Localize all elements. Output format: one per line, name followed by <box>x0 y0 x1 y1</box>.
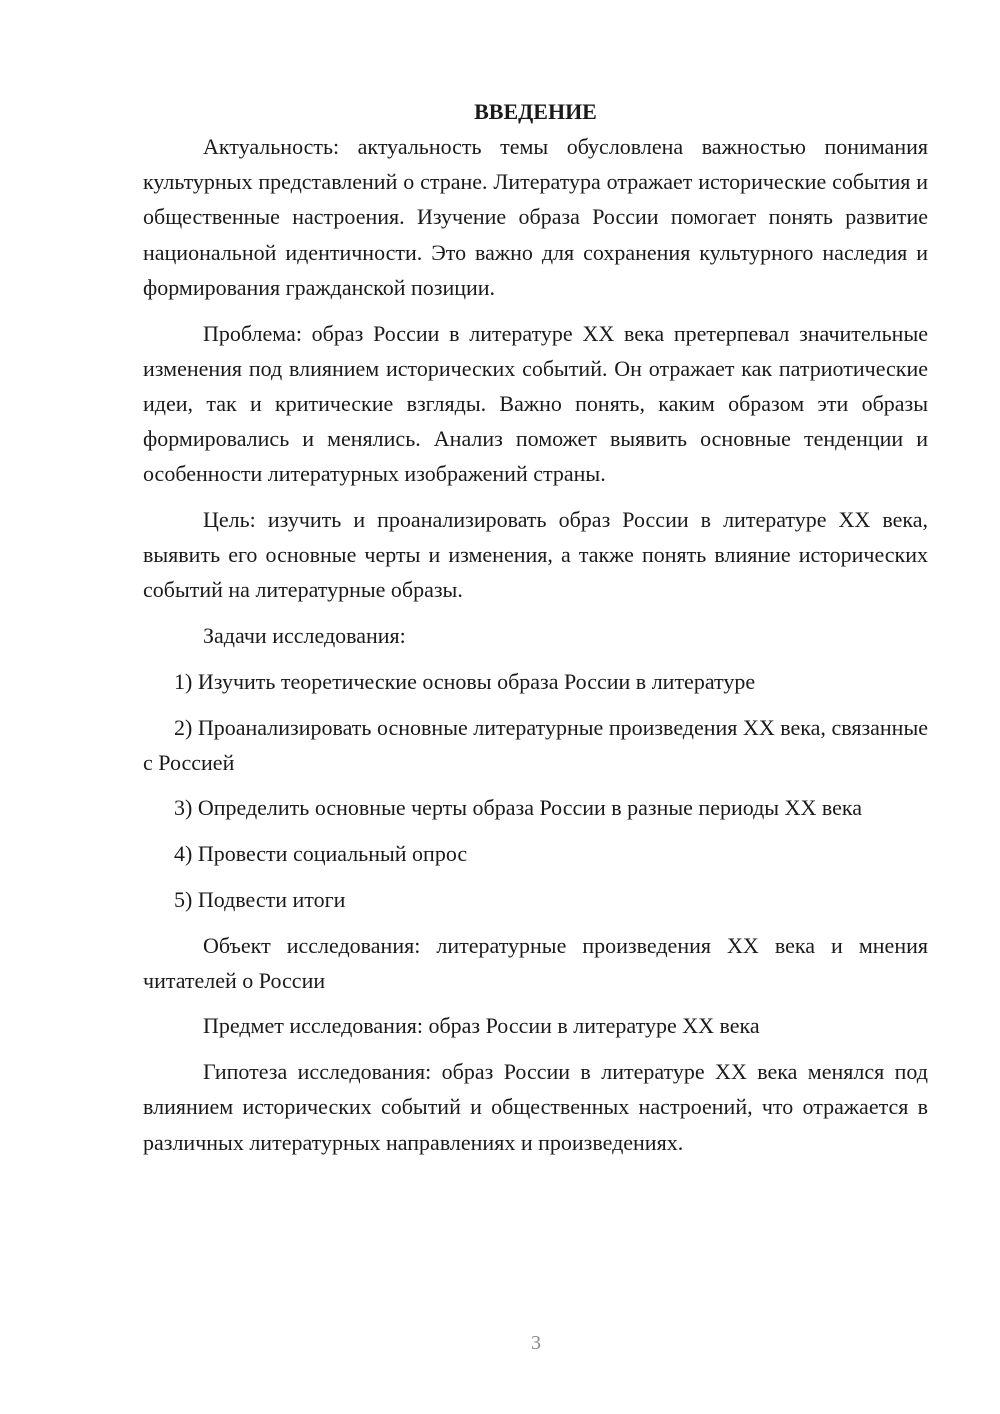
paragraph-object: Объект исследования: литературные произведения XX века и мнения читателей о России <box>143 932 928 993</box>
task-item-1: 1) Изучить теоретические основы образа России в литературе <box>174 668 756 694</box>
paragraph-subject: Предмет исследования: образ России в литературе XX века <box>203 1013 760 1039</box>
task-item-2: 2) Проанализировать основные литературные произведения XX века, связанные с Россией <box>143 714 928 775</box>
paragraph-goal: Цель: изучить и проанализировать образ России в литературе XX века, выявить его основные черты и изменения, а также понять влияние исторических событий на литературные образы. <box>143 507 928 603</box>
paragraph-relevance: Актуальность: актуальность темы обусловлена важностью понимания культурных представлений о стране. Литература отражает исторические события и общественные настроения. Изучение образа России помогает понять развитие национальной идентичности. Это важно для сохранения культурного наследия и формирования гражданской позиции. <box>143 134 928 300</box>
section-title: ВВЕДЕНИЕ <box>474 99 597 124</box>
page-number: 3 <box>531 1332 541 1354</box>
task-item-4: 4) Провести социальный опрос <box>174 841 468 867</box>
paragraph-problem: Проблема: образ России в литературе XX века претерпевал значительные изменения под влиянием исторических событий. Он отражает как патриотические идеи, так и критические взгляды. Важно понять, каким образом эти образы формировались и менялись. Анализ поможет выявить основные тенденции и особенности литературных изображений страны. <box>143 320 928 487</box>
paragraph-hypothesis: Гипотеза исследования: образ России в литературе XX века менялся под влиянием исторических событий и общественных настроений, что отражается в различных литературных направлениях и произведениях. <box>143 1059 928 1155</box>
task-item-5: 5) Подвести итоги <box>174 886 346 912</box>
page-content <box>143 94 928 1170</box>
paragraph-tasks-heading: Задачи исследования: <box>203 623 406 649</box>
task-item-3: 3) Определить основные черты образа России в разные периоды XX века <box>174 795 863 821</box>
